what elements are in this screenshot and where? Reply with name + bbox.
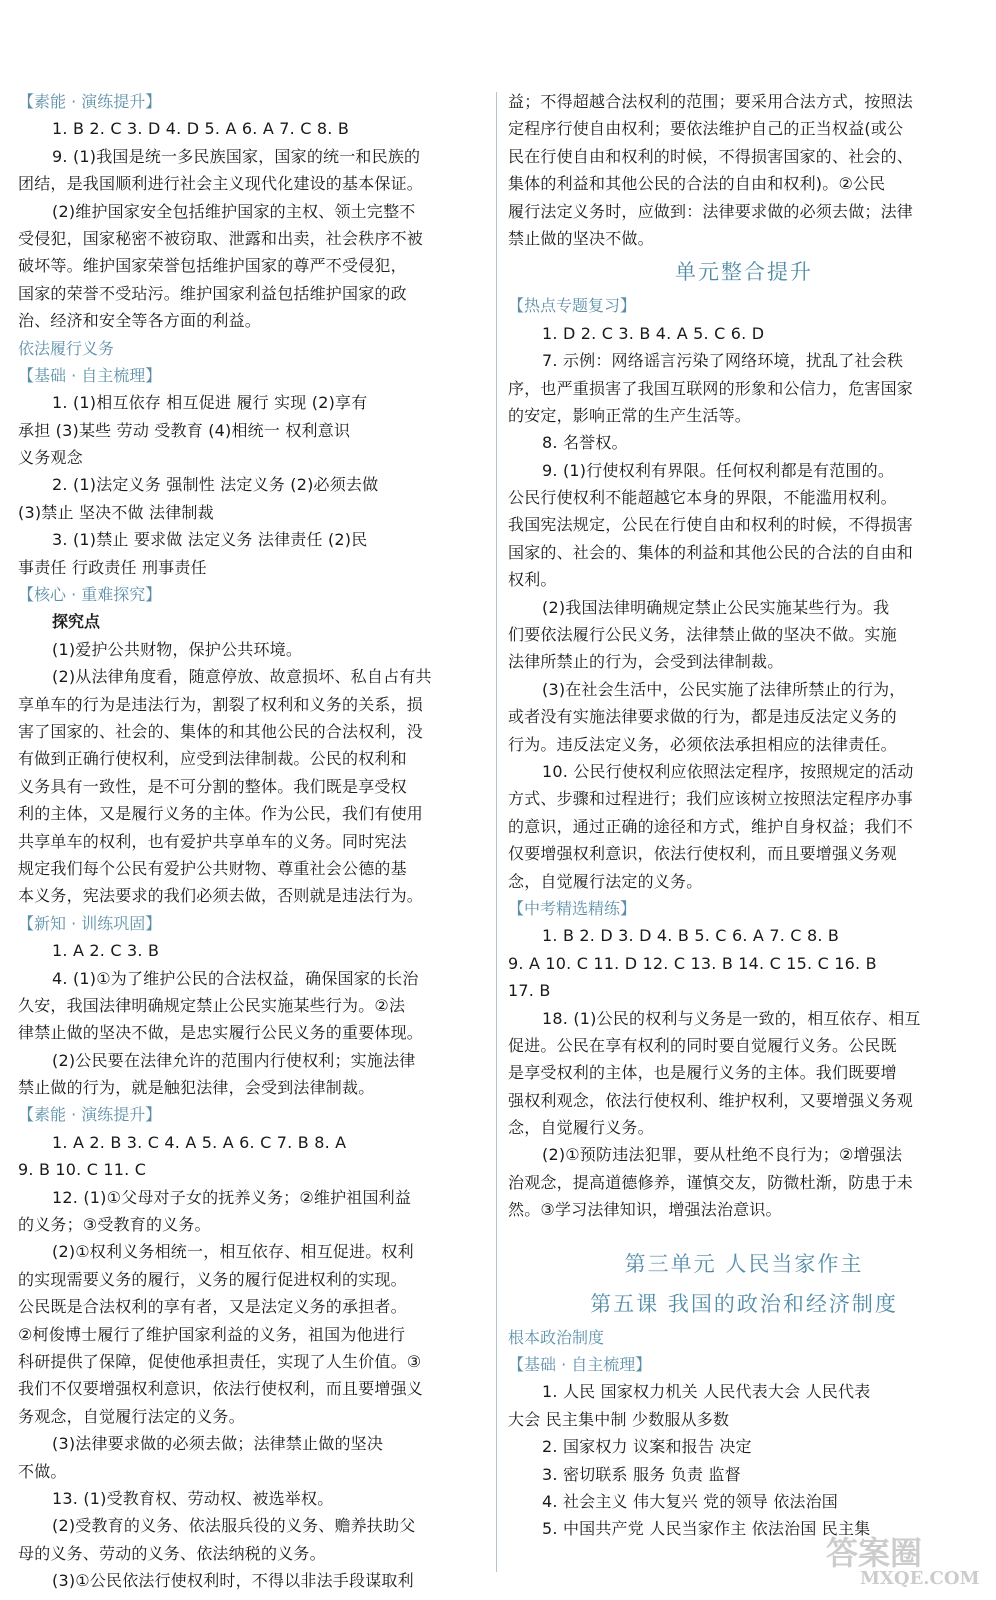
answer-line: (2)①权利义务相统一，相互依存、相互促进。权利 — [52, 1242, 414, 1262]
answer-line: 治、经济和安全等各方面的利益。 — [18, 311, 262, 331]
section-tag: 【基础 · 自主梳理】 — [18, 365, 162, 385]
answer-line: 事责任 行政责任 刑事责任 — [18, 557, 207, 577]
answer-line: 4. (1)①为了维护公民的合法权益，确保国家的长治 — [52, 968, 419, 988]
section-tag: 【素能 · 演练提升】 — [18, 92, 162, 111]
answer-line: 权利。 — [508, 570, 557, 590]
answer-line: (2)我国法律明确规定禁止公民实施某些行为。我 — [542, 597, 890, 617]
section-tag: 【中考精选精练】 — [508, 898, 637, 918]
answer-line: 4. 社会主义 伟大复兴 党的领导 依法治国 — [542, 1491, 839, 1511]
answer-line: 5. 中国共产党 人民当家作主 依法治国 民主集 — [542, 1519, 871, 1539]
answer-line: 的安定，影响正常的生产生活等。 — [508, 405, 752, 425]
answer-line: 10. 公民行使权利应依照法定程序，按照规定的活动 — [542, 761, 914, 781]
answer-line: 大会 民主集中制 少数服从多数 — [508, 1409, 730, 1429]
section-heading: 第五课 我国的政治和经济制度 — [590, 1291, 898, 1316]
answer-line: 12. (1)①父母对子女的抚养义务；②维护祖国利益 — [52, 1187, 412, 1207]
answer-line: 务观念，自觉履行法定的义务。 — [18, 1406, 245, 1426]
answer-line: 强权利观念，依法行使权利、维护权利，又要增强义务观 — [508, 1090, 914, 1110]
subsection-title: 根本政治制度 — [508, 1327, 605, 1347]
answer-line: 念，自觉履行义务。 — [508, 1118, 654, 1138]
answer-line: 行为。违反法定义务，必须依法承担相应的法律责任。 — [508, 734, 897, 754]
answer-line: (2)维护国家安全包括维护国家的主权、领土完整不 — [52, 201, 416, 221]
answer-line: 8. 名誉权。 — [542, 433, 628, 453]
answer-line: 9. B 10. C 11. C — [18, 1160, 147, 1180]
section-heading: 第三单元 人民当家作主 — [624, 1251, 864, 1276]
answer-line: 母的义务、劳动的义务、依法纳税的义务。 — [18, 1543, 326, 1563]
answer-line: (1)爱护公共财物，保护公共环境。 — [52, 639, 303, 659]
right-column — [508, 88, 980, 1543]
answer-line: 1. (1)相互依存 相互促进 履行 实现 (2)享有 — [52, 393, 368, 413]
answer-line: (3)在社会生活中，公民实施了法律所禁止的行为， — [542, 679, 906, 699]
answer-line: 破坏等。维护国家荣誉包括维护国家的尊严不受侵犯， — [18, 256, 407, 276]
answer-line: 承担 (3)某些 劳动 受教育 (4)相统一 权利意识 — [18, 420, 351, 440]
answer-line: 2. 国家权力 议案和报告 决定 — [542, 1437, 752, 1457]
answer-line: (2)①预防违法犯罪，要从杜绝不良行为；②增强法 — [542, 1145, 903, 1165]
answer-line: 科研提供了保障，促使他承担责任，实现了人生价值。③ — [18, 1351, 422, 1371]
section-tag: 【素能 · 演练提升】 — [18, 1105, 162, 1125]
answer-line: 团结，是我国顺利进行社会主义现代化建设的基本保证。 — [18, 174, 424, 194]
answer-line: (3)禁止 坚决不做 法律制裁 — [18, 502, 214, 522]
answer-line: 义务具有一致性，是不可分割的整体。我们既是享受权 — [18, 776, 407, 796]
answer-line: 禁止做的坚决不做。 — [508, 228, 654, 248]
answer-line: 念，自觉履行法定的义务。 — [508, 871, 703, 891]
answer-line: 律禁止做的坚决不做，是忠实履行公民义务的重要体现。 — [18, 1023, 424, 1043]
left-column — [18, 88, 486, 1594]
answer-line: 共享单车的权利，也有爱护共享单车的义务。同时宪法 — [18, 831, 407, 851]
answer-line: 13. (1)受教育权、劳动权、被选举权。 — [52, 1488, 334, 1508]
answer-line: 久安，我国法律明确规定禁止公民实施某些行为。②法 — [18, 995, 406, 1015]
answer-line: 义务观念 — [18, 448, 83, 468]
answer-line: 1. A 2. C 3. B — [52, 941, 160, 961]
answer-line: 或者没有实施法律要求做的行为，都是违反法定义务的 — [508, 707, 897, 727]
answer-line: 3. (1)禁止 要求做 法定义务 法律责任 (2)民 — [52, 530, 368, 550]
answer-line: 的义务；③受教育的义务。 — [18, 1215, 211, 1235]
answer-line: 们要依法履行公民义务，法律禁止做的坚决不做。实施 — [508, 625, 897, 645]
answer-line: 1. 人民 国家权力机关 人民代表大会 人民代表 — [542, 1382, 871, 1402]
watermark-text: 答案圈 — [826, 1534, 923, 1572]
answer-line: 9. A 10. C 11. D 12. C 13. B 14. C 15. C 16. B — [508, 953, 877, 973]
section-heading: 单元整合提升 — [675, 260, 813, 285]
answer-line: 集体的利益和其他公民的合法的自由和权利)。②公民 — [508, 174, 886, 194]
site-watermark-logo — [820, 1524, 988, 1594]
answer-line: (3)法律要求做的必须去做；法律禁止做的坚决 — [52, 1434, 384, 1454]
answer-line: 序，也严重损害了我国互联网的形象和公信力，危害国家 — [508, 378, 914, 398]
answer-line: 公民既是合法权利的享有者，又是法定义务的承担者。 — [18, 1297, 407, 1317]
answer-line: 定程序行使自由权利；要依法维护自己的正当权益(或公 — [508, 119, 904, 139]
section-tag: 【新知 · 训练巩固】 — [18, 913, 162, 933]
answer-line: 2. (1)法定义务 强制性 法定义务 (2)必须去做 — [52, 475, 379, 495]
answer-line: 我们不仅要增强权利意识，依法行使权利，而且要增强义 — [18, 1379, 424, 1399]
answer-line: 履行法定义务时，应做到：法律要求做的必须去做；法律 — [508, 201, 914, 221]
answer-line: 然。③学习法律知识，增强法治意识。 — [508, 1200, 782, 1220]
answer-line: 规定我们每个公民有爱护公共财物、尊重社会公德的基 — [18, 858, 407, 878]
answer-line: 禁止做的行为，就是触犯法律，会受到法律制裁。 — [18, 1078, 375, 1098]
answer-line: 公民行使权利不能超越它本身的界限，不能滥用权利。 — [508, 488, 897, 508]
section-tag: 【热点专题复习】 — [508, 296, 637, 316]
answer-line: 17. B — [508, 981, 551, 1001]
answer-line: 有做到正确行使权利，应受到法律制裁。公民的权利和 — [18, 749, 407, 769]
answer-line: 治观念，提高道德修养，谨慎交友，防微杜渐，防患于未 — [508, 1172, 914, 1192]
answer-line: 本义务，宪法要求的我们必须去做，否则就是违法行为。 — [18, 886, 424, 906]
section-tag: 【基础 · 自主梳理】 — [508, 1355, 652, 1375]
spacer — [508, 1224, 980, 1244]
answer-line: ②柯俊博士履行了维护国家利益的义务，祖国为他进行 — [18, 1324, 406, 1344]
answer-line: 享单车的行为是违法行为，割裂了权利和义务的关系，损 — [18, 694, 424, 714]
answer-line: 促进。公民在享有权利的同时要自觉履行义务。公民既 — [508, 1035, 897, 1055]
answer-line: (2)公民要在法律允许的范围内行使权利；实施法律 — [52, 1050, 416, 1070]
answer-line: 国家的、社会的、集体的利益和其他公民的合法的自由和 — [508, 542, 914, 562]
answer-line: (2)受教育的义务、依法服兵役的义务、赡养扶助父 — [52, 1516, 416, 1536]
answer-line: (3)①公民依法行使权利时，不得以非法手段谋取利 — [52, 1571, 414, 1591]
answer-line: 利的主体，又是履行义务的主体。作为公民，我们有使用 — [18, 804, 424, 824]
answer-line: 1. D 2. C 3. B 4. A 5. C 6. D — [542, 323, 765, 343]
answer-line: 9. (1)我国是统一多民族国家，国家的统一和民族的 — [52, 146, 421, 166]
explore-point-label: 探究点 — [52, 612, 101, 632]
answer-line: 18. (1)公民的权利与义务是一致的，相互依存、相互 — [542, 1008, 921, 1028]
answer-line: 国家的荣誉不受玷污。维护国家利益包括维护国家的政 — [18, 283, 407, 303]
answer-line: 是享受权利的主体，也是履行义务的主体。我们既要增 — [508, 1063, 897, 1083]
column-divider — [496, 92, 497, 1572]
answer-line: 3. 密切联系 服务 负责 监督 — [542, 1464, 741, 1484]
answer-line: 的意识，通过正确的途径和方式，维护自身权益；我们不 — [508, 816, 914, 836]
answer-line: 1. A 2. B 3. C 4. A 5. A 6. C 7. B 8. A — [52, 1132, 347, 1152]
answer-line: 仅要增强权利意识，依法行使权利，而且要增强义务观 — [508, 844, 897, 864]
subsection-title: 依法履行义务 — [18, 338, 115, 358]
answer-line: 方式、步骤和过程进行；我们应该树立按照法定程序办事 — [508, 789, 914, 809]
watermark-url: MXQE.COM — [860, 1568, 980, 1589]
answer-line: 我国宪法规定，公民在行使自由和权利的时候，不得损害 — [508, 515, 914, 535]
answer-line: 受侵犯，国家秘密不被窃取、泄露和出卖，社会秩序不被 — [18, 228, 424, 248]
answer-line: 7. 示例：网络谣言污染了网络环境，扰乱了社会秩 — [542, 351, 904, 371]
answer-line: (2)从法律角度看，随意停放、故意损坏、私自占有共 — [52, 667, 432, 687]
answer-line: 益；不得超越合法权利的范围；要采用合法方式，按照法 — [508, 92, 914, 111]
answer-line: 害了国家的、社会的、集体的和其他公民的合法权利，没 — [18, 721, 424, 741]
answer-line: 的实现需要义务的履行，义务的履行促进权利的实现。 — [18, 1269, 407, 1289]
answer-line: 法律所禁止的行为，会受到法律制裁。 — [508, 652, 784, 672]
answer-line: 1. B 2. C 3. D 4. D 5. A 6. A 7. C 8. B — [52, 119, 350, 139]
section-tag: 【核心 · 重难探究】 — [18, 585, 162, 605]
answer-line: 不做。 — [18, 1461, 67, 1481]
answer-line: 9. (1)行使权利有界限。任何权利都是有范围的。 — [542, 460, 895, 480]
answer-line: 民在行使自由和权利的时候，不得损害国家的、社会的、 — [508, 146, 914, 166]
answer-line: 1. B 2. D 3. D 4. B 5. C 6. A 7. C 8. B — [542, 926, 840, 946]
